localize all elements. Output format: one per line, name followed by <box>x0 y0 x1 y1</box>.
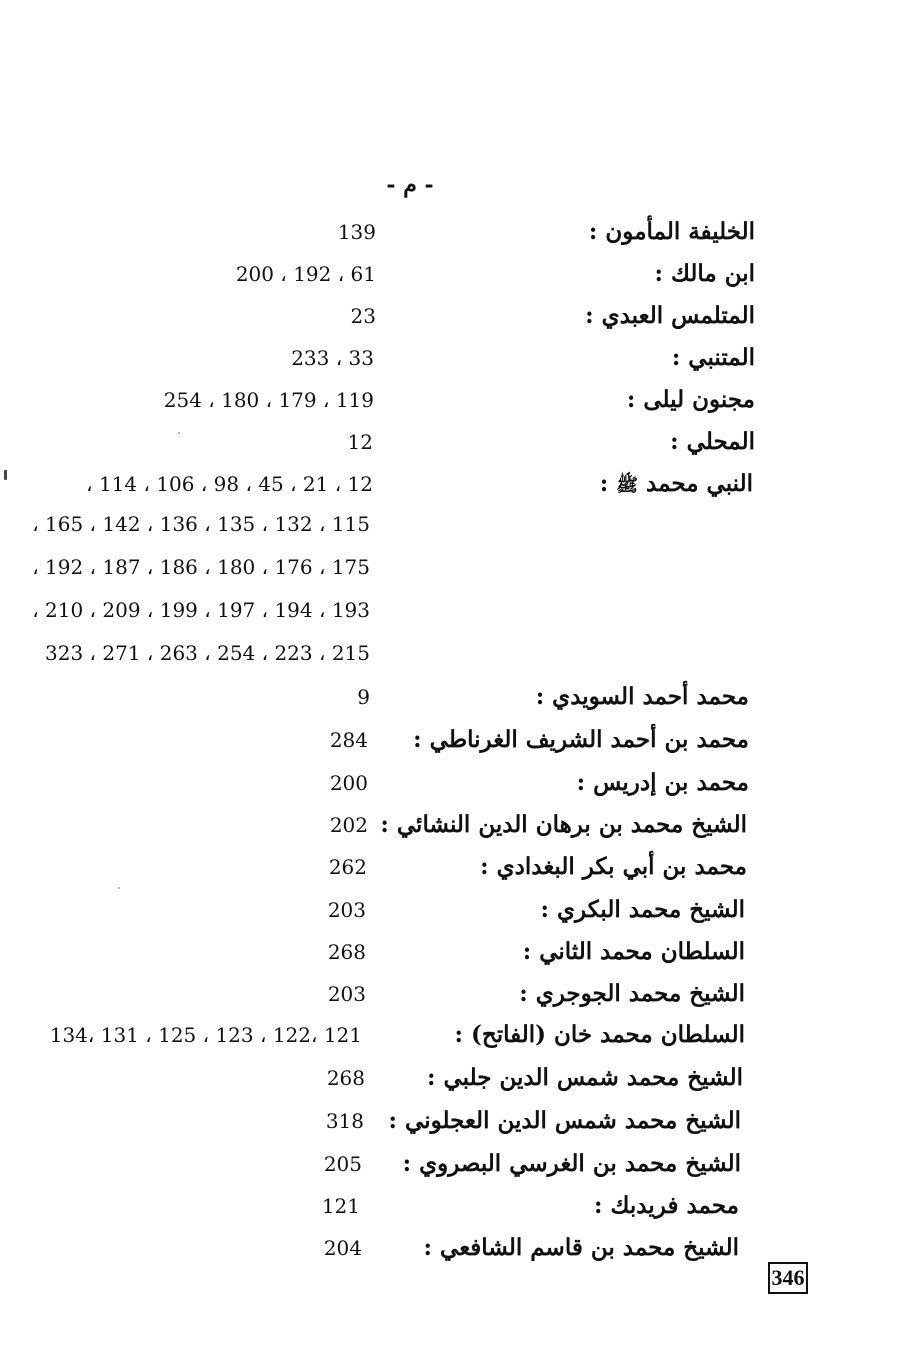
entry-pages: 318 <box>325 1109 364 1133</box>
entry-name: الشيخ محمد شمس الدين جلبي : <box>427 1064 743 1091</box>
entry-name: المتلمس العبدي : <box>585 302 755 329</box>
entry-pages: 203 <box>327 898 366 922</box>
pages-continuation: 115 ، 132 ، 135 ، 136 ، 142 ، 165 ، <box>32 512 370 536</box>
entry-name: محمد فريدبك : <box>594 1192 739 1219</box>
index-entry <box>0 1234 897 1274</box>
entry-name: السلطان محمد خان (الفاتح) : <box>454 1021 745 1048</box>
entry-pages: 121 ،122 ، 123 ، 125 ، 131 ،134 <box>49 1023 362 1047</box>
entry-name: المتنبي : <box>671 344 755 371</box>
entry-name: الشيخ محمد شمس الدين العجلوني : <box>388 1107 741 1134</box>
entry-name: محمد بن أحمد الشريف الغرناطي : <box>413 726 749 753</box>
index-entry <box>0 896 897 936</box>
index-entry <box>0 260 897 300</box>
index-entry <box>0 344 897 384</box>
index-entry <box>0 938 897 978</box>
scan-mark <box>4 470 7 480</box>
entry-name: الخليفة المأمون : <box>588 218 755 245</box>
entry-colon: : <box>599 470 609 497</box>
entry-name: الشيخ محمد بن قاسم الشافعي : <box>423 1234 739 1261</box>
entry-name: مجنون ليلى : <box>626 386 755 413</box>
index-entry <box>0 683 897 723</box>
entry-pages: 202 <box>329 813 368 837</box>
index-entry <box>0 302 897 342</box>
entry-pages: 119 ، 179 ، 180 ، 254 <box>163 388 374 412</box>
index-entry <box>0 1021 897 1061</box>
index-entry <box>0 1064 897 1104</box>
entry-pages: 12 ، 21 ، 45 ، 98 ، 106 ، 114 ، <box>86 472 373 496</box>
entry-pages: 262 <box>328 855 367 879</box>
entry-name: ابن مالك : <box>654 260 755 287</box>
index-entry <box>0 726 897 766</box>
entry-pages: 200 <box>329 771 368 795</box>
entry-name: الشيخ محمد البكري : <box>540 896 745 923</box>
entry-pages: 23 <box>350 304 376 328</box>
entry-pages: 205 <box>323 1152 362 1176</box>
entry-pages: 268 <box>326 1066 365 1090</box>
entry-name-text: النبي محمد <box>646 470 753 497</box>
entry-name: محمد بن أبي بكر البغدادي : <box>480 853 747 880</box>
page-number: 346 <box>768 1262 808 1294</box>
scan-speck <box>118 887 120 889</box>
index-entry <box>0 811 897 851</box>
index-entry <box>0 386 897 426</box>
entry-pages: 284 <box>329 728 368 752</box>
entry-pages: 268 <box>327 940 366 964</box>
entry-pages: 61 ، 192 ، 200 <box>235 262 376 286</box>
index-entry <box>0 1107 897 1147</box>
index-entry <box>0 1192 897 1232</box>
index-entry <box>0 470 897 510</box>
entry-name <box>600 470 753 500</box>
entry-name: محمد أحمد السويدي : <box>535 683 749 710</box>
index-entry <box>0 980 897 1020</box>
pages-continuation: 215 ، 223 ، 254 ، 263 ، 271 ، 323 <box>45 641 370 665</box>
index-entry <box>0 218 897 258</box>
entry-pages: 204 <box>323 1236 362 1260</box>
index-entry <box>0 428 897 468</box>
entry-name: محمد بن إدريس : <box>576 769 749 796</box>
index-entry <box>0 853 897 893</box>
entry-name: الشيخ محمد بن برهان الدين النشائي : <box>380 811 747 838</box>
pages-continuation: 175 ، 176 ، 180 ، 186 ، 187 ، 192 ، <box>32 555 370 579</box>
entry-name: السلطان محمد الثاني : <box>522 938 745 965</box>
honorific-ligature-icon: ﷺ <box>616 475 638 496</box>
entry-pages: 121 <box>321 1194 360 1218</box>
index-entry <box>0 769 897 809</box>
entry-pages: 33 ، 233 <box>291 346 374 370</box>
index-entry <box>0 1150 897 1190</box>
entry-pages: 139 <box>337 220 376 244</box>
entry-name: الشيخ محمد بن الغرسي البصروي : <box>402 1150 741 1177</box>
entry-name: المحلي : <box>670 428 755 455</box>
pages-continuation: 193 ، 194 ، 197 ، 199 ، 209 ، 210 ، <box>32 598 370 622</box>
entry-name: الشيخ محمد الجوجري : <box>519 980 745 1007</box>
scan-speck <box>178 432 180 434</box>
entry-pages: 12 <box>347 430 373 454</box>
entry-pages: 203 <box>327 982 366 1006</box>
entry-pages: 9 <box>357 685 370 709</box>
section-letter-heading: - م - <box>386 172 434 198</box>
